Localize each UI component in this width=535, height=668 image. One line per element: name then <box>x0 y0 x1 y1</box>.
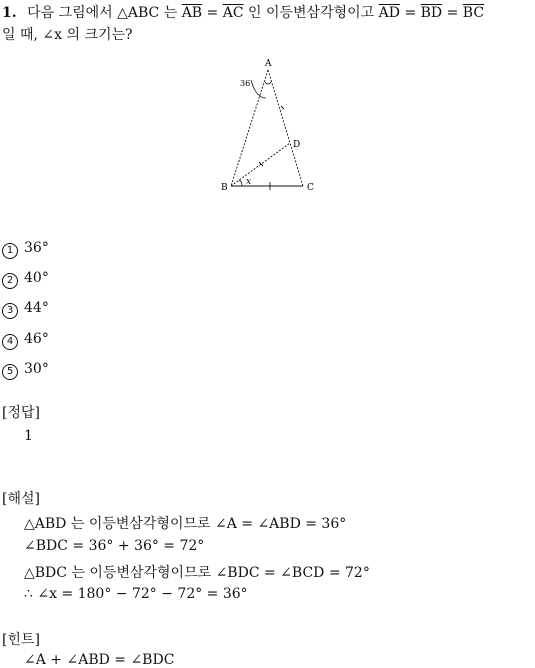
angle-x-label: x <box>246 177 252 187</box>
vertex-label-c: C <box>307 183 314 193</box>
angle-a-arc <box>265 82 271 84</box>
choice-text-3: 44° <box>24 300 49 316</box>
tick-ad <box>281 106 284 109</box>
choice-text-5: 30° <box>24 361 49 377</box>
choice-marker-5: 5 <box>2 364 18 380</box>
solution-line-1: △ABD 는 이등변삼각형이므로 ∠A = ∠ABD = 36° <box>24 516 347 532</box>
solution-line-2: ∠BDC = 36° + 36° = 72° <box>24 538 205 554</box>
segment-bc: $\overline{BC}$ <box>462 5 485 21</box>
answer-value: 1 <box>24 428 33 444</box>
question-text-pre: 다음 그림에서 △ABC 는 <box>27 5 178 21</box>
choice-5[interactable] <box>2 361 49 380</box>
choice-marker-2: 2 <box>2 273 18 289</box>
choice-1[interactable] <box>2 240 49 259</box>
question-text-mid: 인 이등변삼각형이고 <box>248 5 375 21</box>
side-ac <box>268 70 303 186</box>
angle-x-arc <box>239 180 242 186</box>
question-line-1: 1. 다음 그림에서 △ABC 는 $\overline{AB} = \overline{AC}$ 인 이등변삼각형이고 $\overline{AD} = \overline{BD} = \overline{BC}$ <box>2 5 485 21</box>
solution-line-3: △BDC 는 이등변삼각형이므로 ∠BDC = ∠BCD = 72° <box>24 565 370 581</box>
choice-marker-3: 3 <box>2 303 18 319</box>
choice-3[interactable] <box>2 300 49 319</box>
vertex-label-b: B <box>221 183 228 193</box>
question-number: 1. <box>2 5 17 21</box>
choice-text-2: 40° <box>24 270 49 286</box>
segment-ac: $\overline{AC}$ <box>222 5 244 21</box>
choice-4[interactable] <box>2 331 49 350</box>
triangle-figure <box>200 52 330 197</box>
hint-line-1: ∠A + ∠ABD = ∠BDC <box>24 652 175 668</box>
answer-title: [정답] <box>2 405 40 421</box>
choice-marker-4: 4 <box>2 334 18 350</box>
vertex-label-a: A <box>265 59 272 69</box>
choice-text-4: 46° <box>24 331 49 347</box>
question-line-2: 일 때, ∠x 의 크기는? <box>2 27 133 43</box>
segment-bd: $\overline{BD}$ <box>420 5 443 21</box>
hint-title: [힌트] <box>2 632 40 648</box>
segment-ab: $\overline{AB}$ <box>181 5 203 21</box>
solution-line-4: ∴ ∠x = 180° − 72° − 72° = 36° <box>24 586 248 602</box>
choice-2[interactable] <box>2 270 49 289</box>
segment-ad: $\overline{AD}$ <box>378 5 400 21</box>
angle-a-pointer <box>251 80 266 98</box>
vertex-label-d: D <box>293 140 301 150</box>
choice-text-1: 36° <box>24 240 49 256</box>
angle-a-label: 36 <box>240 79 251 88</box>
solution-title: [해설] <box>2 491 40 507</box>
choice-marker-1: 1 <box>2 243 18 259</box>
segment-bd-line <box>231 143 290 186</box>
